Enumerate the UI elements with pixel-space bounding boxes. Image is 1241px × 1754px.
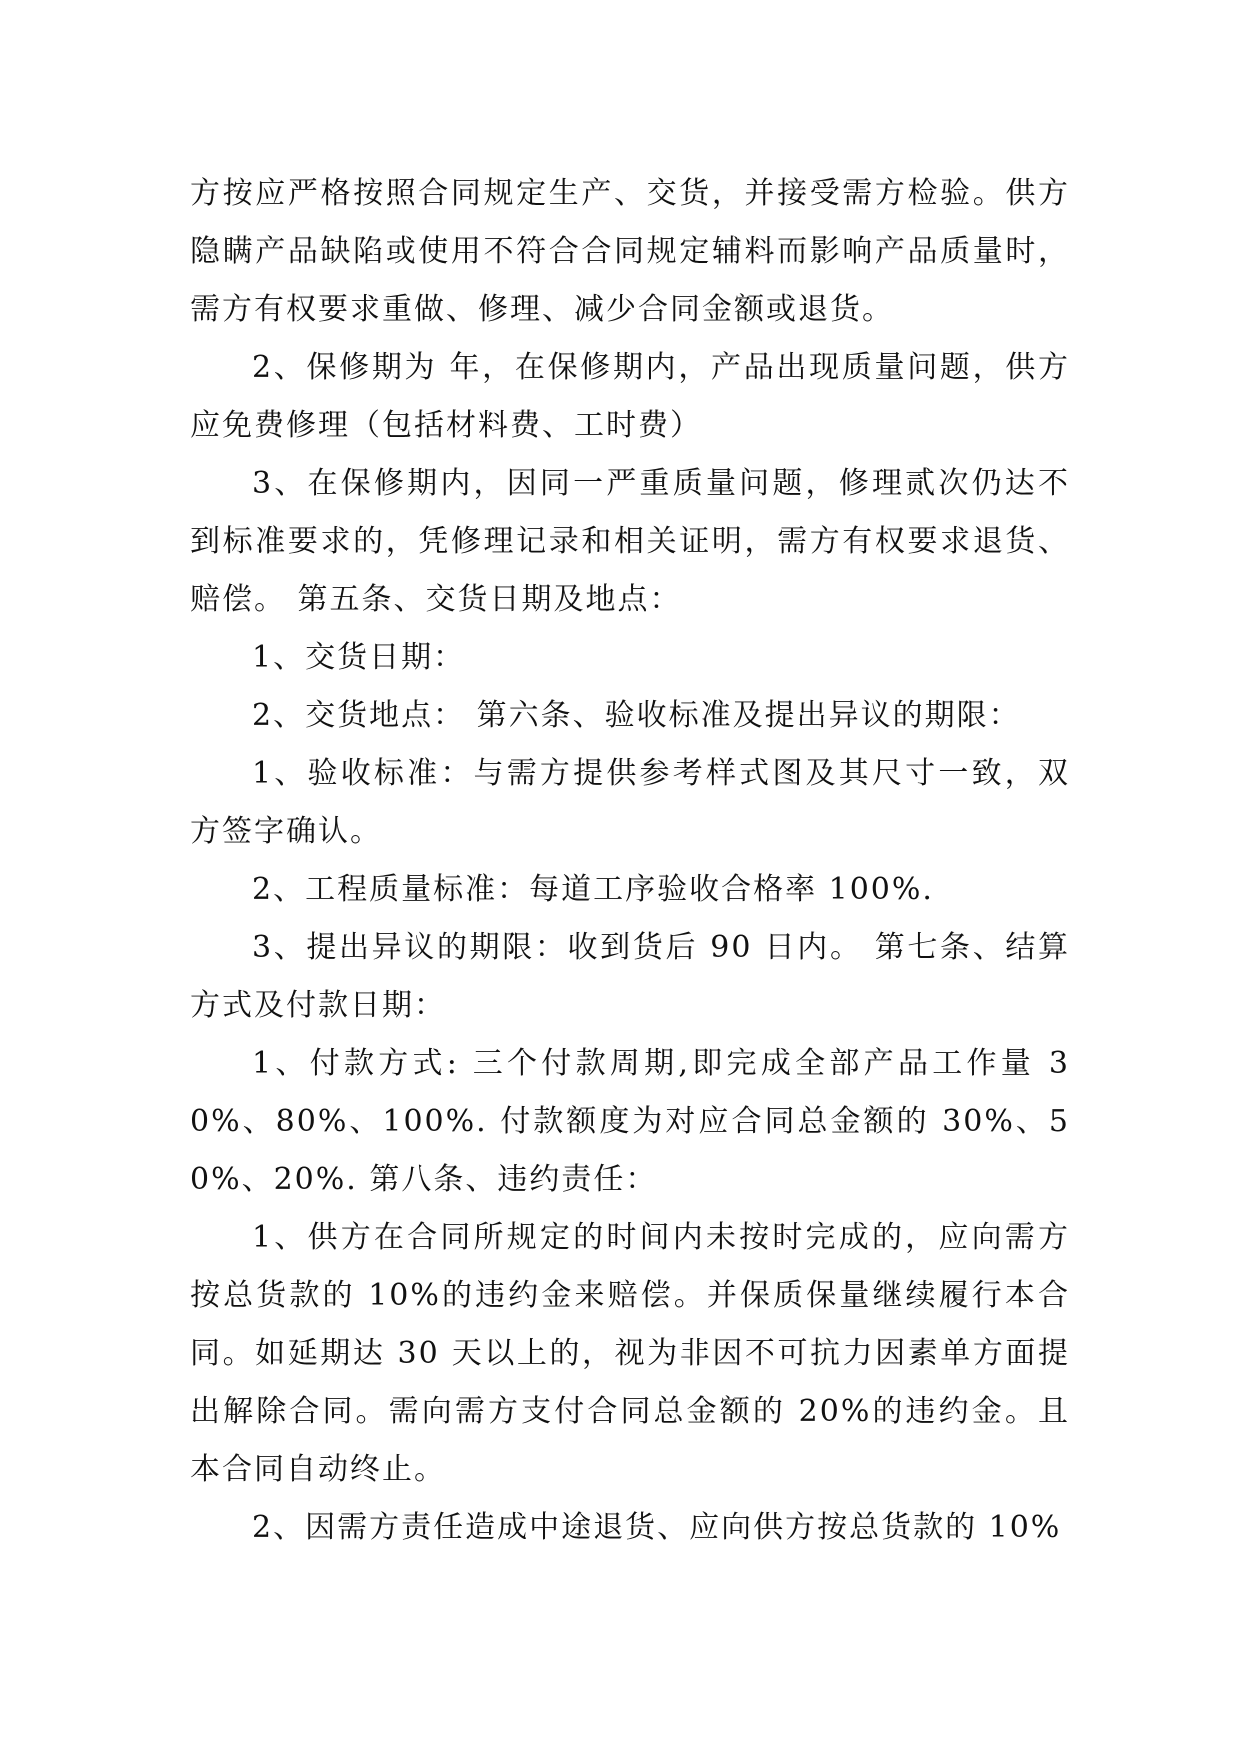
paragraph-quality-obligation: 方按应严格按照合同规定生产、交货，并接受需方检验。供方隐瞒产品缺陷或使用不符合合同规定辅料而影响产品质量时，需方有权要求重做、修理、减少合同金额或退货。 bbox=[190, 176, 1070, 327]
paragraph-warranty-period: 2、保修期为 年，在保修期内，产品出现质量问题，供方应免费修理（包括材料费、工时费） bbox=[190, 350, 1070, 443]
paragraph-buyer-breach: 2、因需方责任造成中途退货、应向供方按总货款的 10% bbox=[252, 1510, 1062, 1545]
document-body bbox=[190, 165, 1070, 1557]
paragraph-delivery-date: 1、交货日期： bbox=[252, 640, 466, 675]
paragraph-quality-standard: 2、工程质量标准：每道工序验收合格率 100%. bbox=[252, 872, 934, 907]
paragraph-objection-period: 3、提出异议的期限：收到货后 90 日内。 第七条、结算方式及付款日期： bbox=[190, 930, 1070, 1023]
paragraph-acceptance-standard: 1、验收标准：与需方提供参考样式图及其尺寸一致，双方签字确认。 bbox=[190, 756, 1070, 849]
paragraph-supplier-breach: 1、供方在合同所规定的时间内未按时完成的，应向需方按总货款的 10%的违约金来赔偿。并保质保量继续履行本合同。如延期达 30 天以上的，视为非因不可抗力因素单方面提出解除合同。需向需方支付合同总金额的 20%的违约金。且本合同自动终止。 bbox=[190, 1220, 1070, 1487]
paragraph-repeated-repair: 3、在保修期内，因同一严重质量问题，修理贰次仍达不到标准要求的，凭修理记录和相关证明，需方有权要求退货、赔偿。 第五条、交货日期及地点： bbox=[190, 466, 1070, 617]
paragraph-payment-method: 1、付款方式: 三个付款周期,即完成全部产品工作量 30%、80%、100%. 付款额度为对应合同总金额的 30%、50%、20%. 第八条、违约责任： bbox=[190, 1046, 1070, 1197]
paragraph-delivery-location: 2、交货地点： 第六条、验收标准及提出异议的期限： bbox=[252, 698, 1021, 733]
